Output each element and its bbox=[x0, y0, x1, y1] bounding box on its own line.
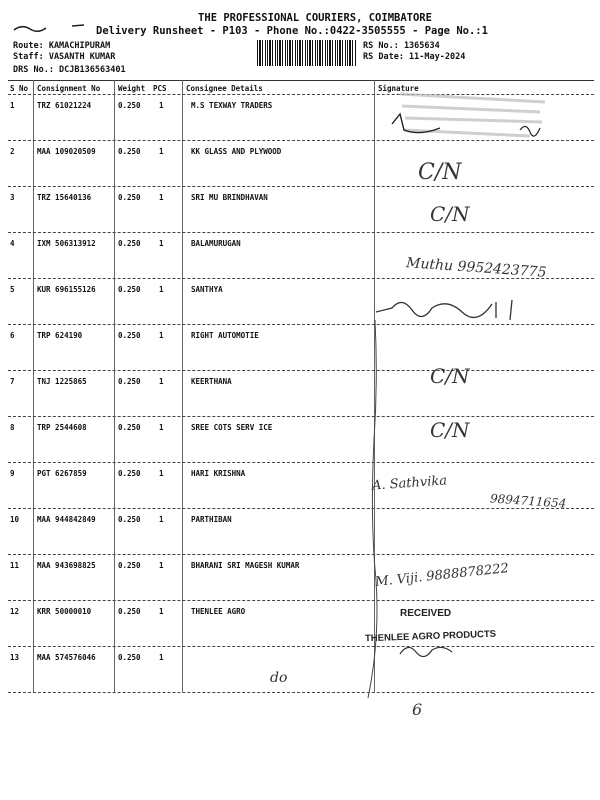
cell-consignee: PARTHIBAN bbox=[191, 515, 232, 524]
cell-consignee: HARI KRISHNA bbox=[191, 469, 246, 478]
cell-sno: 5 bbox=[10, 285, 15, 294]
column-header-pcs: PCS bbox=[153, 84, 167, 93]
cell-consignment-no: TNJ 1225865 bbox=[37, 377, 87, 386]
cell-consignment-no: TRP 624190 bbox=[37, 331, 83, 340]
signature-row9-phone: 9894711654 bbox=[489, 491, 567, 511]
cell-pcs: 1 bbox=[159, 285, 164, 294]
rs-number: RS No.: 1365634 bbox=[363, 41, 440, 51]
cell-pcs: 1 bbox=[159, 147, 164, 156]
cell-sno: 3 bbox=[10, 193, 15, 202]
stamp-signature bbox=[396, 640, 466, 660]
cell-sno: 6 bbox=[10, 331, 15, 340]
row-divider bbox=[8, 232, 594, 233]
row-divider bbox=[8, 692, 594, 693]
cell-weight: 0.250 bbox=[118, 377, 141, 386]
row-divider bbox=[8, 508, 594, 509]
route-label: Route: KAMACHIPURAM bbox=[13, 41, 111, 51]
cell-consignee: BHARANI SRI MAGESH KUMAR bbox=[191, 561, 300, 570]
row-divider bbox=[8, 324, 594, 325]
cell-consignment-no: MAA 109020509 bbox=[37, 147, 96, 156]
cell-sno: 2 bbox=[10, 147, 15, 156]
cell-consignee: BALAMURUGAN bbox=[191, 239, 241, 248]
header-divider bbox=[8, 94, 594, 95]
cell-consignee: SANTHYA bbox=[191, 285, 223, 294]
cell-consignee: KEERTHANA bbox=[191, 377, 232, 386]
cell-pcs: 1 bbox=[159, 561, 164, 570]
signature-row11: M. Viji. 9888878222 bbox=[374, 561, 510, 590]
cell-consignment-no: PGT 6267859 bbox=[37, 469, 87, 478]
cell-pcs: 1 bbox=[159, 239, 164, 248]
column-header-consignment: Consignment No bbox=[37, 84, 101, 93]
cell-consignee: KK GLASS AND PLYWOOD bbox=[191, 147, 282, 156]
row-divider bbox=[8, 370, 594, 371]
cell-consignee: SREE COTS SERV ICE bbox=[191, 423, 273, 432]
cell-sno: 10 bbox=[10, 515, 20, 524]
column-header-weight: Weight bbox=[118, 84, 146, 93]
barcode bbox=[257, 40, 357, 66]
cell-consignment-no: MAA 574576046 bbox=[37, 653, 96, 662]
signature-row9: A. Sathvika bbox=[371, 473, 448, 494]
column-header-consignee: Consignee Details bbox=[186, 84, 263, 93]
cell-sno: 4 bbox=[10, 239, 15, 248]
cell-weight: 0.250 bbox=[118, 239, 141, 248]
table-top-border bbox=[8, 80, 594, 81]
cell-consignee: M.S TEXWAY TRADERS bbox=[191, 101, 273, 110]
cell-consignment-no: KRR 50000010 bbox=[37, 607, 92, 616]
cell-pcs: 1 bbox=[159, 331, 164, 340]
pen-scribble bbox=[12, 22, 92, 34]
signature-row4: Muthu 9952423775 bbox=[405, 255, 547, 281]
row-divider bbox=[8, 416, 594, 417]
cell-consignment-no: MAA 944842849 bbox=[37, 515, 96, 524]
cell-sno: 7 bbox=[10, 377, 15, 386]
row-divider bbox=[8, 554, 594, 555]
page-count-mark: 6 bbox=[412, 700, 423, 719]
cell-weight: 0.250 bbox=[118, 653, 141, 662]
column-header-signature: Signature bbox=[378, 84, 419, 93]
staff-label: Staff: VASANTH KUMAR bbox=[13, 52, 116, 62]
cell-sno: 11 bbox=[10, 561, 20, 570]
cell-pcs: 1 bbox=[159, 607, 164, 616]
ditto-mark: do bbox=[270, 670, 288, 686]
drs-number: DRS No.: DCJB136563401 bbox=[13, 65, 126, 75]
row-divider bbox=[8, 186, 594, 187]
signature-row2: C/N bbox=[418, 160, 462, 185]
cell-weight: 0.250 bbox=[118, 193, 141, 202]
cell-pcs: 1 bbox=[159, 423, 164, 432]
vertical-pen-stroke bbox=[360, 320, 390, 700]
cell-sno: 12 bbox=[10, 607, 20, 616]
cell-consignee: THENLEE AGRO bbox=[191, 607, 246, 616]
row-divider bbox=[8, 278, 594, 279]
cell-pcs: 1 bbox=[159, 653, 164, 662]
cell-consignment-no: MAA 943698825 bbox=[37, 561, 96, 570]
cell-weight: 0.250 bbox=[118, 469, 141, 478]
signature-row7: C/N bbox=[430, 364, 470, 388]
cell-weight: 0.250 bbox=[118, 331, 141, 340]
cell-consignee: SRI MU BRINDHAVAN bbox=[191, 193, 268, 202]
cell-pcs: 1 bbox=[159, 377, 164, 386]
cell-sno: 1 bbox=[10, 101, 15, 110]
signature-row8: C/N bbox=[430, 418, 470, 442]
signature-row5 bbox=[372, 290, 532, 326]
cell-pcs: 1 bbox=[159, 101, 164, 110]
cell-weight: 0.250 bbox=[118, 515, 141, 524]
cell-consignment-no: KUR 696155126 bbox=[37, 285, 96, 294]
cell-weight: 0.250 bbox=[118, 561, 141, 570]
cell-consignment-no: TRZ 15640136 bbox=[37, 193, 92, 202]
cell-consignment-no: IXM 506313912 bbox=[37, 239, 96, 248]
row-divider bbox=[8, 462, 594, 463]
cell-consignee: RIGHT AUTOMOTIE bbox=[191, 331, 259, 340]
cell-weight: 0.250 bbox=[118, 423, 141, 432]
row-divider bbox=[8, 600, 594, 601]
cell-weight: 0.250 bbox=[118, 285, 141, 294]
cell-pcs: 1 bbox=[159, 515, 164, 524]
cell-sno: 8 bbox=[10, 423, 15, 432]
runsheet-subtitle: Delivery Runsheet - P103 - Phone No.:0422-3505555 - Page No.:1 bbox=[96, 25, 488, 37]
cell-consignment-no: TRZ 61021224 bbox=[37, 101, 92, 110]
company-title: THE PROFESSIONAL COURIERS, COIMBATORE bbox=[198, 12, 432, 24]
cell-consignment-no: TRP 2544608 bbox=[37, 423, 87, 432]
row-divider bbox=[8, 646, 594, 647]
row-divider bbox=[8, 140, 594, 141]
cell-pcs: 1 bbox=[159, 469, 164, 478]
signature-row3: C/N bbox=[430, 202, 470, 226]
cell-sno: 13 bbox=[10, 653, 20, 662]
cell-pcs: 1 bbox=[159, 193, 164, 202]
cell-sno: 9 bbox=[10, 469, 15, 478]
cell-weight: 0.250 bbox=[118, 101, 141, 110]
company-stamp: THENLEE AGRO PRODUCTS bbox=[364, 628, 497, 645]
cell-weight: 0.250 bbox=[118, 147, 141, 156]
rs-date: RS Date: 11-May-2024 bbox=[363, 52, 466, 62]
received-stamp: RECEIVED bbox=[400, 608, 452, 619]
cell-weight: 0.250 bbox=[118, 607, 141, 616]
column-header-sno: S No bbox=[10, 84, 29, 93]
